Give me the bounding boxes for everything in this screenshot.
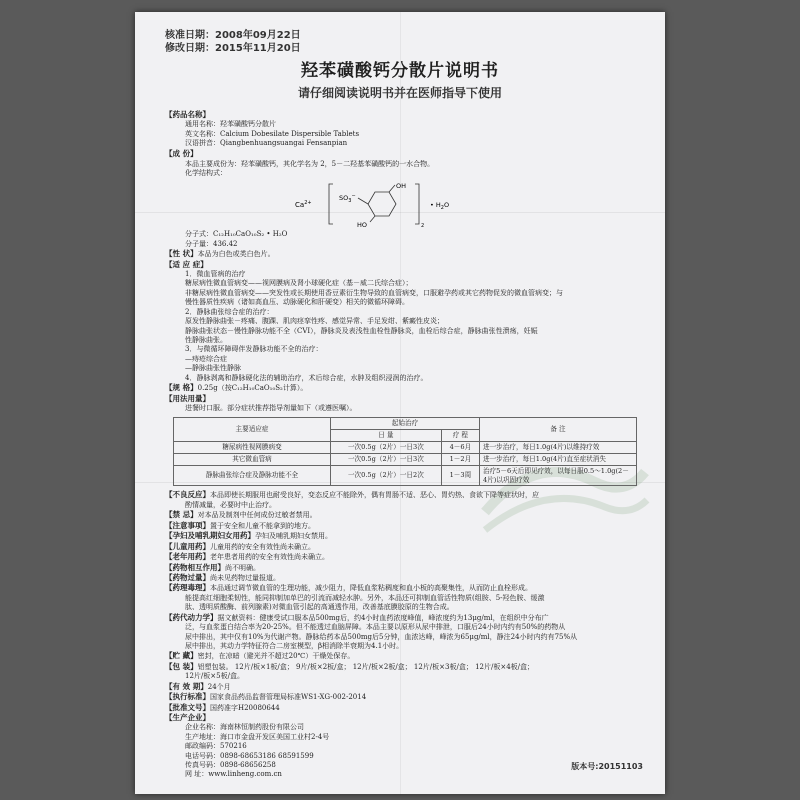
package-text: 铝塑包装。 12片/板×1板/盒； 9片/板×2板/盒； 12片/板×2板/盒； 12片/板×3板/盒； 12片/板×4板/盒； [197,662,535,671]
interactions-text: 尚不明确。 [225,563,260,572]
package-text-cont: 12片/板×5板/盒。 [185,672,244,681]
drug-name-header: 【药品名称】 [165,110,210,119]
ingredients-text: 本品主要成份为：羟苯磺酸钙，其化学名为 2，5－二羟基苯磺酸钙的一水合物。 [185,159,435,168]
pharmacology-text-cont: 肽、透明质酸酶、前列腺素)对微血管引起的高通透作用，改善基底膜胶原的生物合成。 [185,603,454,612]
indication-line: —痔疮综合症 [185,354,227,363]
table-cell: 一次0.5g（2片）一日3次 [331,441,442,453]
drug-name-pinyin: 汉语拼音：Qiangbenhuangsuangai Fensanpian [185,139,348,147]
pharmacokinetics-text-cont: 泛，与血浆蛋白结合率为20-25%。但不能透过血脑屏障。本品主要以原形从尿中排泄，口服后24小时内约有50%的药物从 [185,623,566,632]
structure-label: 化学结构式： [185,169,227,177]
standard-header: 【执行标准】 [165,692,210,702]
manufacturer-row [165,742,645,751]
table-header-cell: 疗 程 [441,430,479,442]
indications-header: 【适 应 症】 [165,259,208,269]
indication-line: 慢性器质性疾病（诸如高血压、动脉硬化和肝硬变）相关的微循环障碍。 [185,298,409,307]
manufacturer-value: 海口市金盘开发区美国工业村2-4号 [220,732,330,741]
water-label: • $H_2O$ [430,201,450,212]
table-header-cell: 日 量 [331,430,442,442]
appearance-header: 【性 状】 [165,249,198,259]
contraindications-text: 对本品及制剂中任何成份过敏者禁用。 [197,511,317,520]
indication-line: 糖尿病性微血管病变——视网膜病及肾小球硬化症（基－威二氏综合症）； [185,279,413,288]
leaflet-body [165,110,645,780]
approval-text: 国药准字H20080644 [210,703,280,712]
structure-drawing [255,182,555,228]
manufacturer-value: 0898-68656258 [220,760,276,769]
table-cell: 进一步治疗，每日1.0g(4片)直至症状消失 [480,453,637,465]
children-section [165,542,645,552]
chemical-structure [165,182,645,228]
table-cell: 1－2月 [441,453,479,465]
indication-line: 原发性静脉曲张－疼痛、腹踝、肌肉痉挛性疼、感觉异常、手足发绀、紫癜性皮炎； [185,317,444,326]
manufacturer-row [165,752,645,761]
manufacturer-header: 【生产企业】 [165,713,210,723]
table-row [174,453,637,465]
appearance-section [165,249,645,259]
page-title: 羟苯磺酸钙分散片说明书 [301,61,499,81]
revision-date: 修改日期：2015年11月20日 [165,43,301,54]
bond-line [370,216,375,222]
manufacturer-row [165,733,645,742]
validity-header: 【有 效 期】 [165,681,208,691]
precautions-header: 【注意事项】 [165,520,210,530]
elderly-text: 老年患者用药的安全有效性尚未确立。 [210,553,329,562]
left-bracket [329,184,333,224]
table-cell: 糖尿病性视网膜病变 [174,441,331,453]
adverse-text-cont: 酌情减量，必要时中止治疗。 [185,500,276,509]
bracket-subscript: 2 [421,223,425,229]
manufacturer-label: 网 址： [185,770,209,779]
children-header: 【儿童用药】 [165,541,210,551]
ingredients-header: 【成 份】 [165,149,198,159]
manufacturer-value: 570216 [220,742,247,751]
validity-section [165,682,645,692]
contraindications-header: 【禁 忌】 [165,510,198,520]
indication-line: 非糖尿病性微血管病变——突发性或长期使用香豆素衍生物导致的血管病变，口服避孕药或其它药物促发的微血管病变；与 [185,288,563,297]
interactions-header: 【药物相互作用】 [165,562,225,572]
specification-section [165,383,645,393]
storage-header: 【贮 藏】 [165,651,198,661]
table-header-row [174,418,637,430]
manufacturer-label: 邮政编码： [185,742,220,751]
indication-line: 3．与微循环障碍伴发静脉功能不全的治疗： [185,345,323,354]
indication-line: 2．静脉曲张综合症的治疗： [185,307,274,316]
pharmacokinetics-section [165,613,645,623]
ca-ion-label: $Ca^{2+}$ [295,200,312,210]
pharmacology-text: 本品通过调节微血管的生理功能，减少阻力，降低血浆粘稠度和血小板的高聚集性，从而防止血栓形成。 [210,584,532,593]
storage-text: 密封，在凉暗（避光并不超过20℃）干燥处保存。 [197,652,355,661]
manufacturer-value: 海南林恒制药股份有限公司 [220,723,304,732]
pharmacokinetics-text: 据文献资料：健康受试口服本品500mg后，约4小时血药浓度峰值，峰浓度约为13μg/ml，在组织中分布广 [217,613,549,622]
dosage-table [173,417,637,486]
indication-line: —静脉曲张性静脉 [185,364,241,373]
adverse-header: 【不良反应】 [165,490,210,500]
validity-text: 24个月 [207,682,231,691]
contraindications-section [165,510,645,520]
version-number: 版本号:20151103 [571,762,643,771]
table-cell: 治疗5－6天后即见疗效，以每日服0.5～1.0g(2－4片)以巩固疗效 [480,465,637,486]
hydroxyl-top-label: OH [396,182,407,191]
pharmacology-text-cont: 能提高红细胞柔韧性，能同抑制加单巴的引流而减轻水肿。另外，本品还可抑制血管活性物质(组胺、5-羟色胺、缓激 [185,593,545,602]
manufacturer-value: www.linheng.com.cn [208,770,282,779]
table-cell: 4－6月 [441,441,479,453]
pregnancy-header: 【孕妇及哺乳期妇女用药】 [165,531,255,541]
molecular-formula: 分子式：C₁₂H₁₀CaO₁₀S₂ • H₂O [185,230,288,239]
usage-intro: 进餐时口服。部分症状推荐指导剂量如下（或遵医嘱）。 [185,403,357,412]
elderly-header: 【老年用药】 [165,552,210,562]
standard-section [165,692,645,702]
bond-line [389,185,395,192]
overdose-header: 【药物过量】 [165,572,210,582]
table-cell: 一次0.5g（2片）一日2次 [331,465,442,486]
table-cell: 1－3周 [441,465,479,486]
page-subtitle: 请仔细阅读说明书并在医师指导下使用 [297,86,502,100]
pharmacokinetics-header: 【药代动力学】 [165,612,218,622]
specification-header: 【规 格】 [165,383,198,393]
adverse-text: 本品即使长期服用也耐受良好，变态反应不能除外，偶有胃肠不适、恶心、胃灼热、食欲下降等症状时，应 [210,491,539,500]
right-bracket [415,184,419,224]
hydroxyl-bottom-label: HO [357,221,368,229]
pharmacology-header: 【药理毒理】 [165,583,210,593]
usage-header: 【用法用量】 [165,393,210,403]
pharmacokinetics-text-cont: 尿中排出，其中仅有10%为代谢产物。静脉给药本品500mg后5分钟，血浓达峰，峰浓为65μg/ml，静注24小时内约有75%从 [185,632,578,641]
molecular-weight: 分子量：436.42 [185,239,238,248]
sulfonate-group-label: $SO_3^-$ [339,193,356,205]
pharmacokinetics-text-cont: 尿中排出，其动力学特征符合二房室模型，β相消除半衰期为4.1小时。 [185,642,404,651]
table-cell: 一次0.5g（2片）一日3次 [331,453,442,465]
precautions-section [165,521,645,531]
bond-line [358,198,368,204]
table-row [174,465,637,486]
leaflet-paper [135,12,665,794]
adverse-section [165,490,645,500]
approval-date: 核准日期：2008年09月22日 [165,30,301,41]
storage-section [165,651,645,661]
indication-line: 性静脉曲张。 [185,335,227,344]
indication-line: 4．静脉剥离和静脉硬化法的辅助治疗，术后综合症，水肿及组织浸润的治疗。 [185,373,428,382]
table-header-cell: 主要适应症 [174,418,331,442]
table-cell: 进一步治疗，每日1.0g(4片)以维持疗效 [480,441,637,453]
drug-name-generic: 通用名称：羟苯磺酸钙分散片 [185,120,276,129]
table-cell: 其它微血管病 [174,453,331,465]
table-cell: 静脉曲张综合症及静脉功能不全 [174,465,331,486]
table-header-cell: 起始治疗 [331,418,480,430]
manufacturer-label: 传真号码： [185,760,220,769]
overdose-text: 尚未见药物过量报道。 [210,573,280,582]
pregnancy-section [165,531,645,541]
children-text: 儿童用药的安全有效性尚未确立。 [210,542,315,551]
manufacturer-label: 生产地址： [185,732,220,741]
indication-line: 静脉曲张状态－慢性静脉功能不全（CVI），静脉炎及表浅性血栓性静脉炎，血栓后综合症，静脉曲张性溃疡，妊娠 [185,326,538,335]
table-row [174,441,637,453]
package-section [165,662,645,672]
package-header: 【包 装】 [165,661,198,671]
overdose-section [165,573,645,583]
interactions-section [165,563,645,573]
elderly-section [165,552,645,562]
drug-name-english: 英文名称：Calcium Dobesilate Dispersible Tablets [185,129,360,138]
specification-text: 0.25g（按C₁₂H₁₀CaO₁₀S₂计算）。 [197,384,308,393]
manufacturer-row [165,723,645,732]
manufacturer-label: 企业名称： [185,723,220,732]
table-header-cell: 备 注 [480,418,637,442]
standard-text: 国家食品药品监督管理局标准WS1-XG-002-2014 [210,693,367,702]
pharmacology-section [165,583,645,593]
precautions-text: 置于安全和儿童不能拿到的地方。 [210,521,315,530]
benzene-ring [368,192,396,216]
manufacturer-value: 0898-68653186 68591599 [220,751,314,760]
appearance-text: 本品为白色或类白色片。 [197,250,275,259]
approval-section [165,703,645,713]
manufacturer-label: 电话号码： [185,751,220,760]
pregnancy-text: 孕妇及哺乳期妇女禁用。 [255,532,332,541]
indication-line: 1．微血管病的治疗 [185,269,246,278]
approval-header: 【批准文号】 [165,702,210,712]
